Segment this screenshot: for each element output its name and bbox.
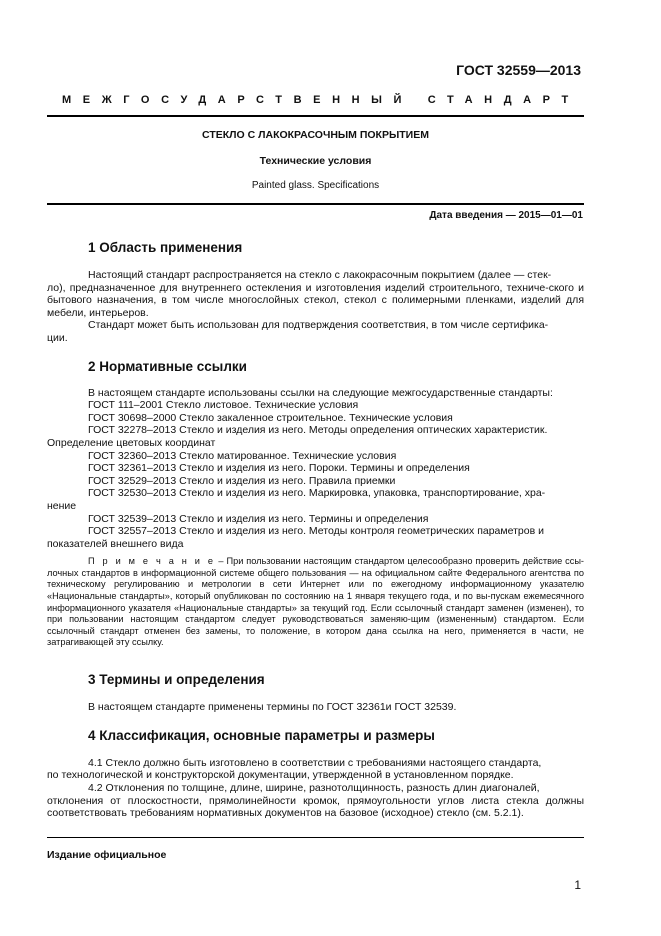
section-heading: 1 Область применения <box>88 240 243 255</box>
reference-item: ГОСТ 32539–2013 Стекло и изделия из него. Термины и определения <box>88 512 429 525</box>
note-label: П р и м е ч а н и е <box>88 556 216 567</box>
document-title: СТЕКЛО С ЛАКОКРАСОЧНЫМ ПОКРЫТИЕМ <box>202 129 429 141</box>
reference-item: ГОСТ 32557–2013 Стекло и изделия из него. Методы контроля геометрических параметров и <box>88 525 544 538</box>
section-heading: 4 Классификация, основные параметры и размеры <box>88 727 435 743</box>
document-subtitle: Технические условия <box>259 155 372 167</box>
paragraph-continuation: ции. <box>47 331 68 344</box>
note-text: – При пользовании настоящим стандартом целесообразно проверить действие ссы-лочных стандартов в информационной системе общего пользования — на официальном сайте Федерального агентства по техническому регулированию и метрологии в сети Интернет или по ежегодному информационному указателю «Национальные стандарты», который опубликован по состоянию на 1 января текущего года, и по вы-пускам ежемесячного информационного указателя «Национальные стандарты» за текущий год. Если ссылочный стандарт заменен (изменен), то при пользовании настоящим стандартом следует руководствоваться заменяю-щим (измененным) стандартом. Если ссылочный стандарт отменен без замены, то положение, в котором дана ссылка на него, применяется в части, не затрагивающей эту ссылку. <box>47 556 584 648</box>
reference-item: ГОСТ 32278–2013 Стекло и изделия из него. Методы определения оптических характеристик. <box>88 424 548 437</box>
paragraph-line: Настоящий стандарт распространяется на стекло с лакокрасочным покрытием (далее — стек- <box>88 269 552 281</box>
standard-number: ГОСТ 32559—2013 <box>456 62 581 78</box>
reference-item-continuation: нение <box>47 499 77 512</box>
paragraph: Стандарт может быть использован для подтверждения соответствия, в том числе сертифика- <box>88 319 549 332</box>
reference-item: ГОСТ 30698–2000 Стекло закаленное строительное. Технические условия <box>88 411 453 424</box>
reference-item: ГОСТ 32529–2013 Стекло и изделия из него. Правила приемки <box>88 474 396 487</box>
paragraph: 4.1 Стекло должно быть изготовлено в соответствии с требованиями настоящего стандарта, <box>88 756 542 769</box>
note-block <box>47 556 584 649</box>
interstate-standard-label: МЕЖГОСУДАРСТВЕННЫЙ СТАНДАРТ <box>62 94 580 106</box>
section-heading: 2 Нормативные ссылки <box>88 358 247 374</box>
paragraph-continuation: отклонения от плоскостности, прямолинейности кромок, прямоугольности углов листа стекла должны соответствовать требованиям нормативных документов на базовое (исходное) стекло (см. 5.2.1). <box>47 794 584 820</box>
reference-item: ГОСТ 32360–2013 Стекло матированное. Технические условия <box>88 449 397 462</box>
paragraph-continuation: по технологической и конструкторской документации, утвержденной в установленном порядке. <box>47 769 514 782</box>
reference-item: ГОСТ 32361–2013 Стекло и изделия из него. Пороки. Термины и определения <box>88 462 470 475</box>
reference-item-continuation: Определение цветовых координат <box>47 436 216 449</box>
paragraph: В настоящем стандарте применены термины по ГОСТ 32361и ГОСТ 32539. <box>88 701 457 714</box>
page-number: 1 <box>574 878 581 892</box>
paragraph: В настоящем стандарте использованы ссылки на следующие межгосударственные стандарты: <box>88 386 553 399</box>
document-title-english: Painted glass. Specifications <box>251 180 380 191</box>
section-heading: 3 Термины и определения <box>88 672 265 688</box>
paragraph: 4.2 Отклонения по толщине, длине, ширине, разнотолщинность, разность длин диагоналей, <box>88 782 540 794</box>
reference-item: ГОСТ 111–2001 Стекло листовое. Технические условия <box>88 399 359 412</box>
title-rule <box>47 203 584 205</box>
paragraph <box>88 269 584 282</box>
reference-item-continuation: показателей внешнего вида <box>47 537 184 550</box>
introduction-date: Дата введения — 2015—01—01 <box>429 210 583 221</box>
document-body <box>47 240 584 820</box>
edition-label: Издание официальное <box>47 849 167 861</box>
header-rule <box>47 115 584 117</box>
paragraph-continuation: ло), предназначенное для внутреннего остекления и изготовления изделий строительного, техниче-ского и бытового назначения, в том числе многослойных стекол, стекол с полимерными пленками, изделий для мебели, интерьеров. <box>47 281 584 319</box>
footer-rule <box>47 837 584 838</box>
reference-item: ГОСТ 32530–2013 Стекло и изделия из него. Маркировка, упаковка, транспортирование, хра- <box>88 487 546 500</box>
